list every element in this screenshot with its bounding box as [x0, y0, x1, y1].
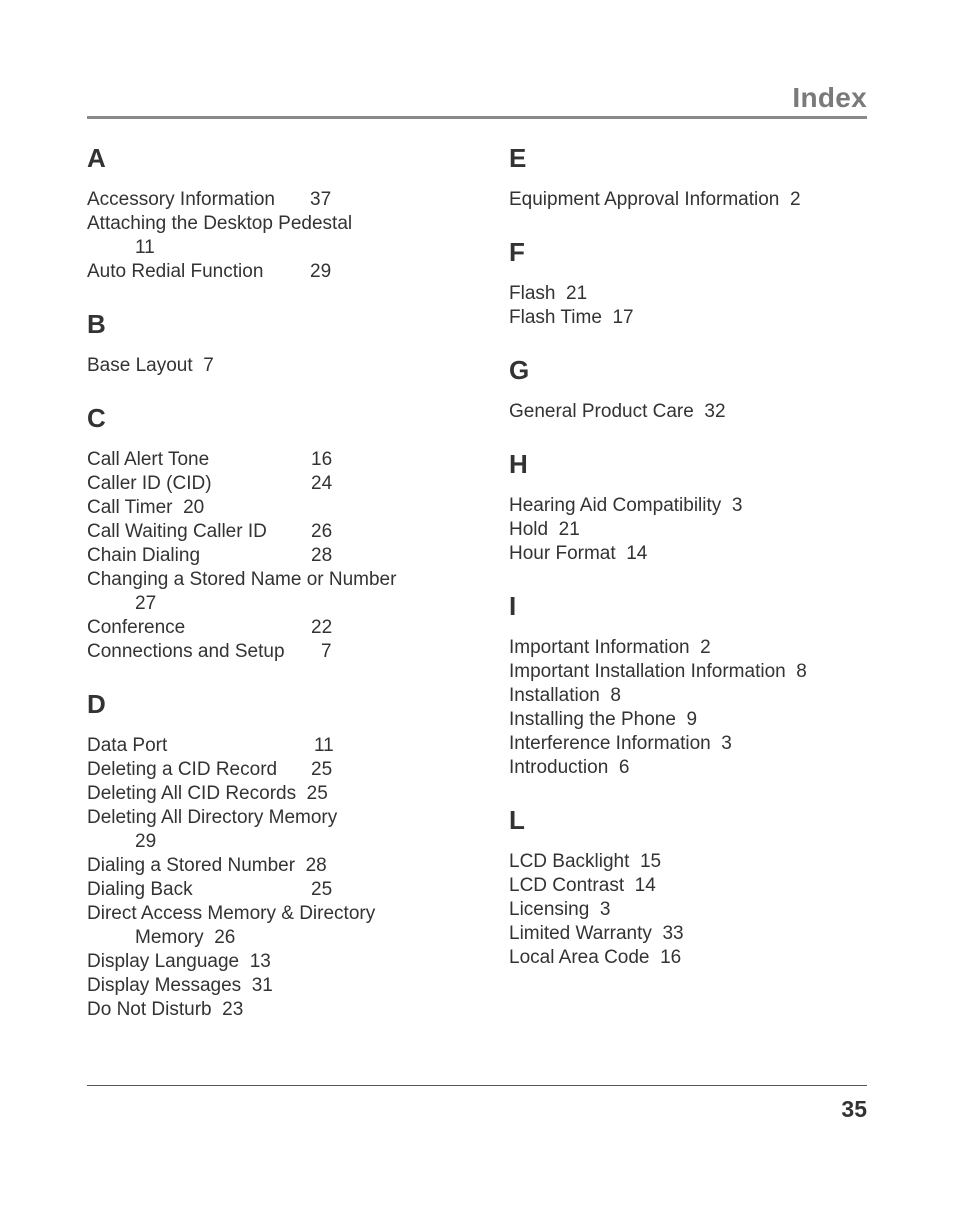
entry-text: Caller ID (CID): [87, 473, 212, 494]
entry-text: Installation: [509, 685, 600, 706]
entry-page: 2: [700, 637, 711, 658]
section-letter: C: [87, 403, 106, 433]
entry-text: Equipment Approval Information: [509, 189, 780, 210]
index-entry: [509, 282, 867, 306]
entry-text: Call Timer: [87, 497, 173, 518]
entry-text: Interference Information: [509, 733, 711, 754]
entry-text: Conference: [87, 617, 186, 638]
entry-text: Limited Warranty: [509, 923, 652, 944]
section-letter: H: [509, 449, 528, 479]
entry-page: 29: [135, 831, 157, 852]
entry-page: 8: [610, 685, 621, 706]
index-entry: [87, 354, 467, 378]
entry-page: 2: [789, 189, 801, 210]
index-entry: [87, 950, 467, 974]
index-entry: [87, 616, 467, 640]
entry-text: LCD Backlight: [509, 851, 630, 872]
entry-page: 37: [310, 189, 332, 210]
entry-text: Licensing: [509, 899, 590, 920]
entry-page: 11: [135, 237, 155, 258]
entry-page: 33: [662, 923, 684, 944]
index-entry: [509, 188, 867, 212]
entry-page: 28: [311, 545, 333, 566]
entry-page: 15: [639, 851, 662, 872]
index-entry: [509, 306, 867, 330]
entry-text: Deleting All Directory Memory: [87, 807, 338, 828]
index-entry: [509, 922, 867, 946]
entry-page: 27: [135, 593, 157, 614]
index-section-h: [509, 446, 867, 566]
index-entry: [509, 898, 867, 922]
entry-page: 23: [222, 999, 244, 1020]
index-entry: [87, 188, 467, 212]
entry-text: Auto Redial Function: [87, 261, 264, 282]
index-column-right: [509, 140, 867, 970]
entry-page: 29: [310, 261, 332, 282]
index-section-e: [509, 140, 867, 212]
entry-text: Dialing a Stored Number: [87, 855, 296, 876]
index-entry: [87, 448, 467, 472]
entry-page: 21: [558, 519, 580, 540]
entry-page: 32: [704, 401, 726, 422]
entry-text: Introduction: [509, 757, 609, 778]
index-entry: [87, 782, 467, 806]
index-entry: [87, 998, 467, 1022]
index-entry: [87, 854, 467, 878]
index-section-i: [509, 588, 867, 780]
index-section-g: [509, 352, 867, 424]
entry-text: Display Language: [87, 951, 240, 972]
index-entry: [87, 758, 467, 782]
index-entry: [509, 708, 867, 732]
index-entry: [87, 212, 467, 260]
entry-text: Base Layout: [87, 355, 193, 376]
index-entry: [509, 684, 867, 708]
entry-page: 7: [203, 355, 214, 376]
entry-text: Attaching the Desktop Pedestal: [87, 213, 353, 234]
section-letter: D: [87, 689, 106, 719]
entry-text: Installing the Phone: [509, 709, 676, 730]
entry-text: Connections and Setup: [87, 641, 285, 662]
entry-page: 20: [183, 497, 205, 518]
index-entry: [87, 974, 467, 998]
entry-text: Accessory Information: [87, 189, 275, 210]
index-section-c: [87, 400, 467, 664]
section-letter: F: [509, 237, 525, 267]
entry-text: Call Alert Tone: [87, 449, 210, 470]
entry-page: 11: [314, 735, 334, 756]
entry-text: Deleting All CID Records: [87, 783, 297, 804]
section-letter: G: [509, 355, 530, 385]
index-entry: [509, 850, 867, 874]
entry-text: Deleting a CID Record: [87, 759, 278, 780]
index-entry: [509, 400, 867, 424]
entry-text: Changing a Stored Name or Number: [87, 569, 397, 590]
entry-text: Flash Time: [509, 307, 602, 328]
entry-text: Call Waiting Caller ID: [87, 521, 267, 542]
entry-text: Hour Format: [509, 543, 616, 564]
entry-text: Display Messages: [87, 975, 242, 996]
section-letter: B: [87, 309, 106, 339]
index-entry: [509, 946, 867, 970]
entry-page: 7: [321, 641, 332, 662]
entry-page: 31: [251, 975, 273, 996]
index-section-l: [509, 802, 867, 970]
entry-page: 25: [311, 879, 333, 900]
entry-page: 25: [306, 783, 328, 804]
entry-page: 14: [634, 875, 656, 896]
entry-text: Flash: [509, 283, 556, 304]
entry-page: 9: [686, 709, 698, 730]
index-entry: [87, 878, 467, 902]
section-letter: I: [509, 591, 517, 621]
entry-text: Important Installation Information: [509, 661, 786, 682]
entry-page: 14: [626, 543, 648, 564]
entry-page: 16: [660, 947, 682, 968]
entry-page: 16: [311, 449, 333, 470]
entry-page: 22: [311, 617, 333, 638]
entry-page: 26: [311, 521, 333, 542]
entry-page: 24: [311, 473, 333, 494]
entry-text: Data Port: [87, 735, 168, 756]
footer-divider: [87, 1085, 867, 1086]
index-entry: [87, 520, 467, 544]
entry-page: 3: [599, 899, 611, 920]
index-section-b: [87, 306, 467, 378]
page-number: 35: [841, 1096, 867, 1122]
index-entry: [509, 756, 867, 780]
entry-text-continued: Memory: [135, 927, 204, 948]
index-entry: [87, 260, 467, 284]
entry-page: 28: [305, 855, 327, 876]
index-entry: [509, 874, 867, 898]
index-entry: [87, 544, 467, 568]
section-letter: L: [509, 805, 525, 835]
header-divider: [87, 116, 867, 119]
index-entry: [509, 542, 867, 566]
index-entry: [87, 472, 467, 496]
entry-page: 6: [618, 757, 630, 778]
index-column-left: [87, 140, 467, 1022]
entry-text: Chain Dialing: [87, 545, 201, 566]
index-section-f: [509, 234, 867, 330]
section-letter: A: [87, 143, 106, 173]
section-letter: E: [509, 143, 527, 173]
index-entry: [509, 660, 867, 684]
entry-text: Hold: [509, 519, 549, 540]
index-section-a: [87, 140, 467, 284]
index-entry: [509, 636, 867, 660]
entry-page: 21: [566, 283, 588, 304]
entry-text: Dialing Back: [87, 879, 193, 900]
entry-page: 17: [612, 307, 634, 328]
entry-page: 25: [311, 759, 333, 780]
index-entry: [509, 494, 867, 518]
page-title: Index: [792, 82, 867, 113]
entry-text: Direct Access Memory & Directory: [87, 903, 376, 924]
entry-page: 3: [731, 495, 743, 516]
index-entry: [87, 568, 467, 616]
entry-text: Local Area Code: [509, 947, 650, 968]
index-section-d: [87, 686, 467, 1022]
entry-text: Do Not Disturb: [87, 999, 212, 1020]
entry-page: 8: [796, 661, 807, 682]
entry-text: General Product Care: [509, 401, 694, 422]
entry-page: 3: [721, 733, 732, 754]
index-entry: [87, 902, 467, 950]
index-entry: [87, 806, 467, 854]
index-entry: [87, 640, 467, 664]
entry-text: Important Information: [509, 637, 690, 658]
index-entry: [509, 518, 867, 542]
entry-page: 13: [249, 951, 271, 972]
entry-page: 26: [214, 927, 236, 948]
index-entry: [87, 734, 467, 758]
index-entry: [87, 496, 467, 520]
index-entry: [509, 732, 867, 756]
entry-text: Hearing Aid Compatibility: [509, 495, 722, 516]
entry-text: LCD Contrast: [509, 875, 625, 896]
